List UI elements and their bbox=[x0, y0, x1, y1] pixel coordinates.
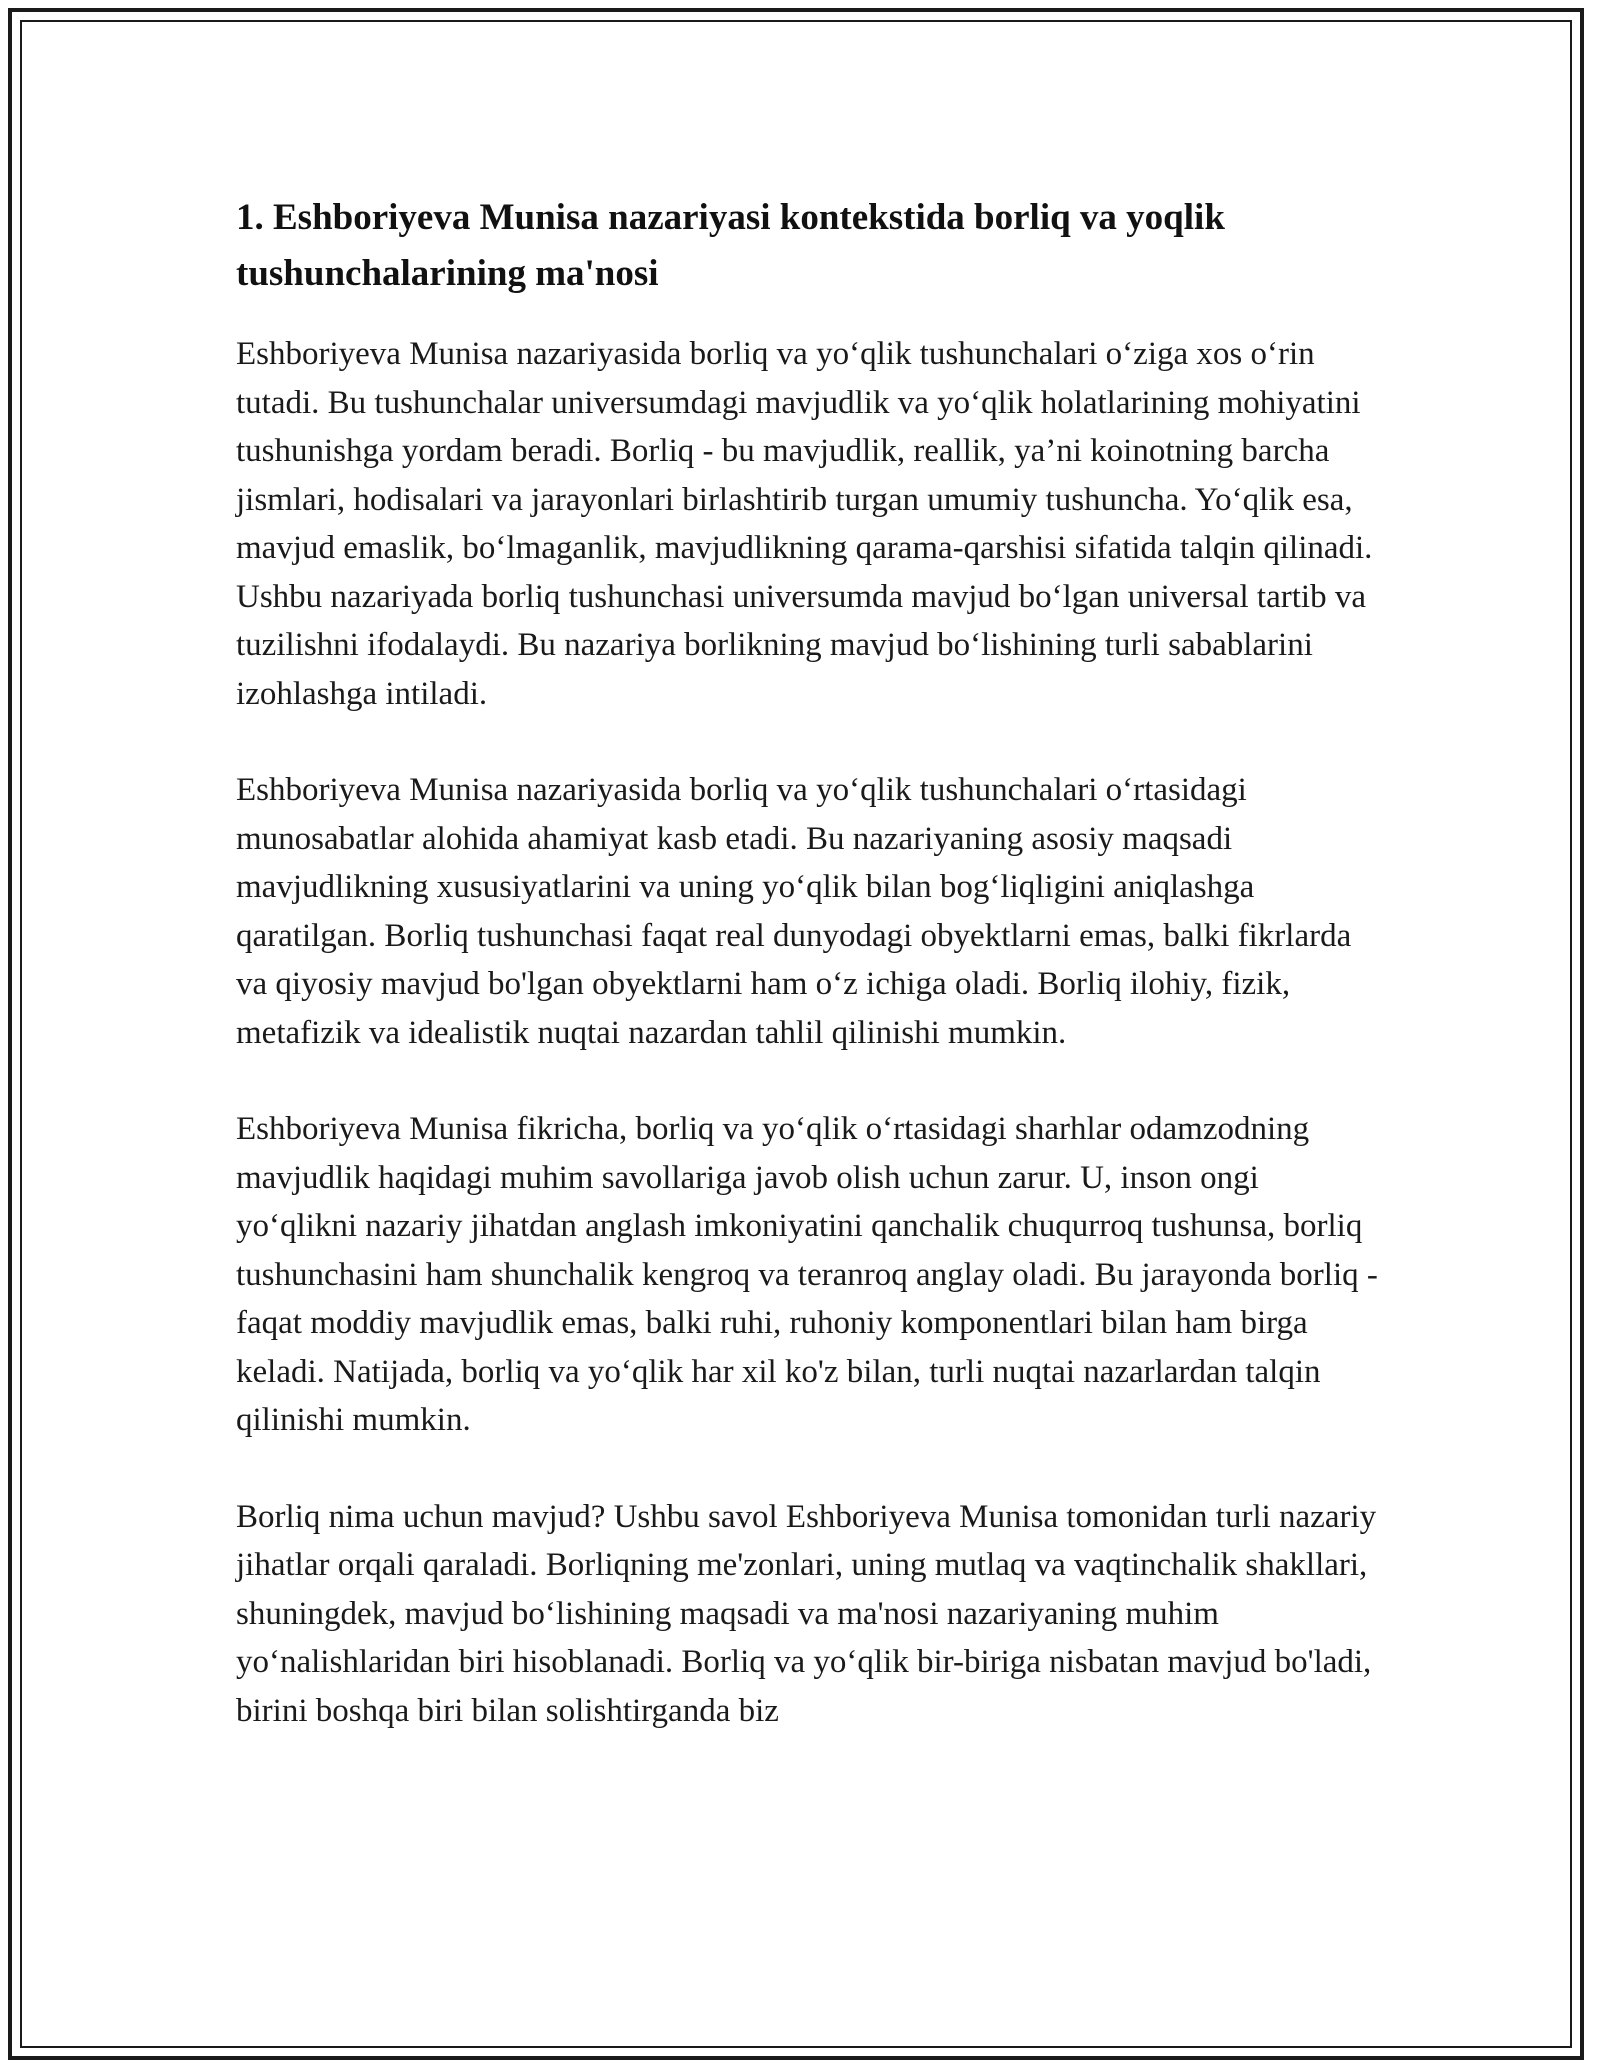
paragraph-1: Eshboriyeva Munisa nazariyasida borliq va yo‘qlik tushunchalari o‘ziga xos o‘rin tutadi. Bu tushunchalar universumdagi mavjudlik va yo‘qlik holatlarining mohiyatini tushunishga yordam beradi. Borliq - bu mavjudlik, reallik, ya’ni koinotning barcha jismlari, hodisalari va jarayonlari birlashtirib turgan umumiy tushuncha. Yo‘qlik esa, mavjud emaslik, bo‘lmaganlik, mavjudlikning qarama-qarshisi sifatida talqin qilinadi. Ushbu nazariyada borliq tushunchasi universumda mavjud bo‘lgan universal tartib va tuzilishni ifodalaydi. Bu nazariya borlikning mavjud bo‘lishining turli sabablarini izohlashga intiladi. bbox=[236, 336, 1373, 712]
paragraph-4: Borliq nima uchun mavjud? Ushbu savol Eshboriyeva Munisa tomonidan turli nazariy jihatlar orqali qaraladi. Borliqning me'zonlari, uning mutlaq va vaqtinchalik shakllari, shuningdek, mavjud bo‘lishining maqsadi va ma'nosi nazariyaning muhim yo‘nalishlaridan biri hisoblanadi. Borliq va yo‘qlik bir-biriga nisbatan mavjud bo'ladi, birini boshqa biri bilan solishtirganda biz bbox=[236, 1498, 1377, 1729]
paragraph-3: Eshboriyeva Munisa fikricha, borliq va yo‘qlik o‘rtasidagi sharhlar odamzodning mavjudlik haqidagi muhim savollariga javob olish uchun zarur. U, inson ongi yo‘qlikni nazariy jihatdan anglash imkoniyatini qanchalik chuqurroq tushunsa, borliq tushunchasini ham shunchalik kengroq va teranroq anglay oladi. Bu jarayonda borliq - faqat moddiy mavjudlik emas, balki ruhi, ruhoniy komponentlari bilan ham birga keladi. Natijada, borliq va yo‘qlik har xil ko'z bilan, turli nuqtai nazarlardan talqin qilinishi mumkin. bbox=[236, 1111, 1378, 1438]
paragraph-2: Eshboriyeva Munisa nazariyasida borliq va yo‘qlik tushunchalari o‘rtasidagi munosabatlar alohida ahamiyat kasb etadi. Bu nazariyaning asosiy maqsadi mavjudlikning xususiyatlarini va uning yo‘qlik bilan bog‘liqligini aniqlashga qaratilgan. Borliq tushunchasi faqat real dunyodagi obyektlarni emas, balki fikrlarda va qiyosiy mavjud bo'lgan obyektlarni ham o‘z ichiga oladi. Borliq ilohiy, fizik, metafizik va idealistik nuqtai nazardan tahlil qilinishi mumkin. bbox=[236, 772, 1352, 1051]
document-body bbox=[236, 190, 1386, 1735]
section-heading: 1. Eshboriyeva Munisa nazariyasi kontekstida borliq va yoqlik tushunchalarining ma'nosi bbox=[236, 197, 1225, 294]
